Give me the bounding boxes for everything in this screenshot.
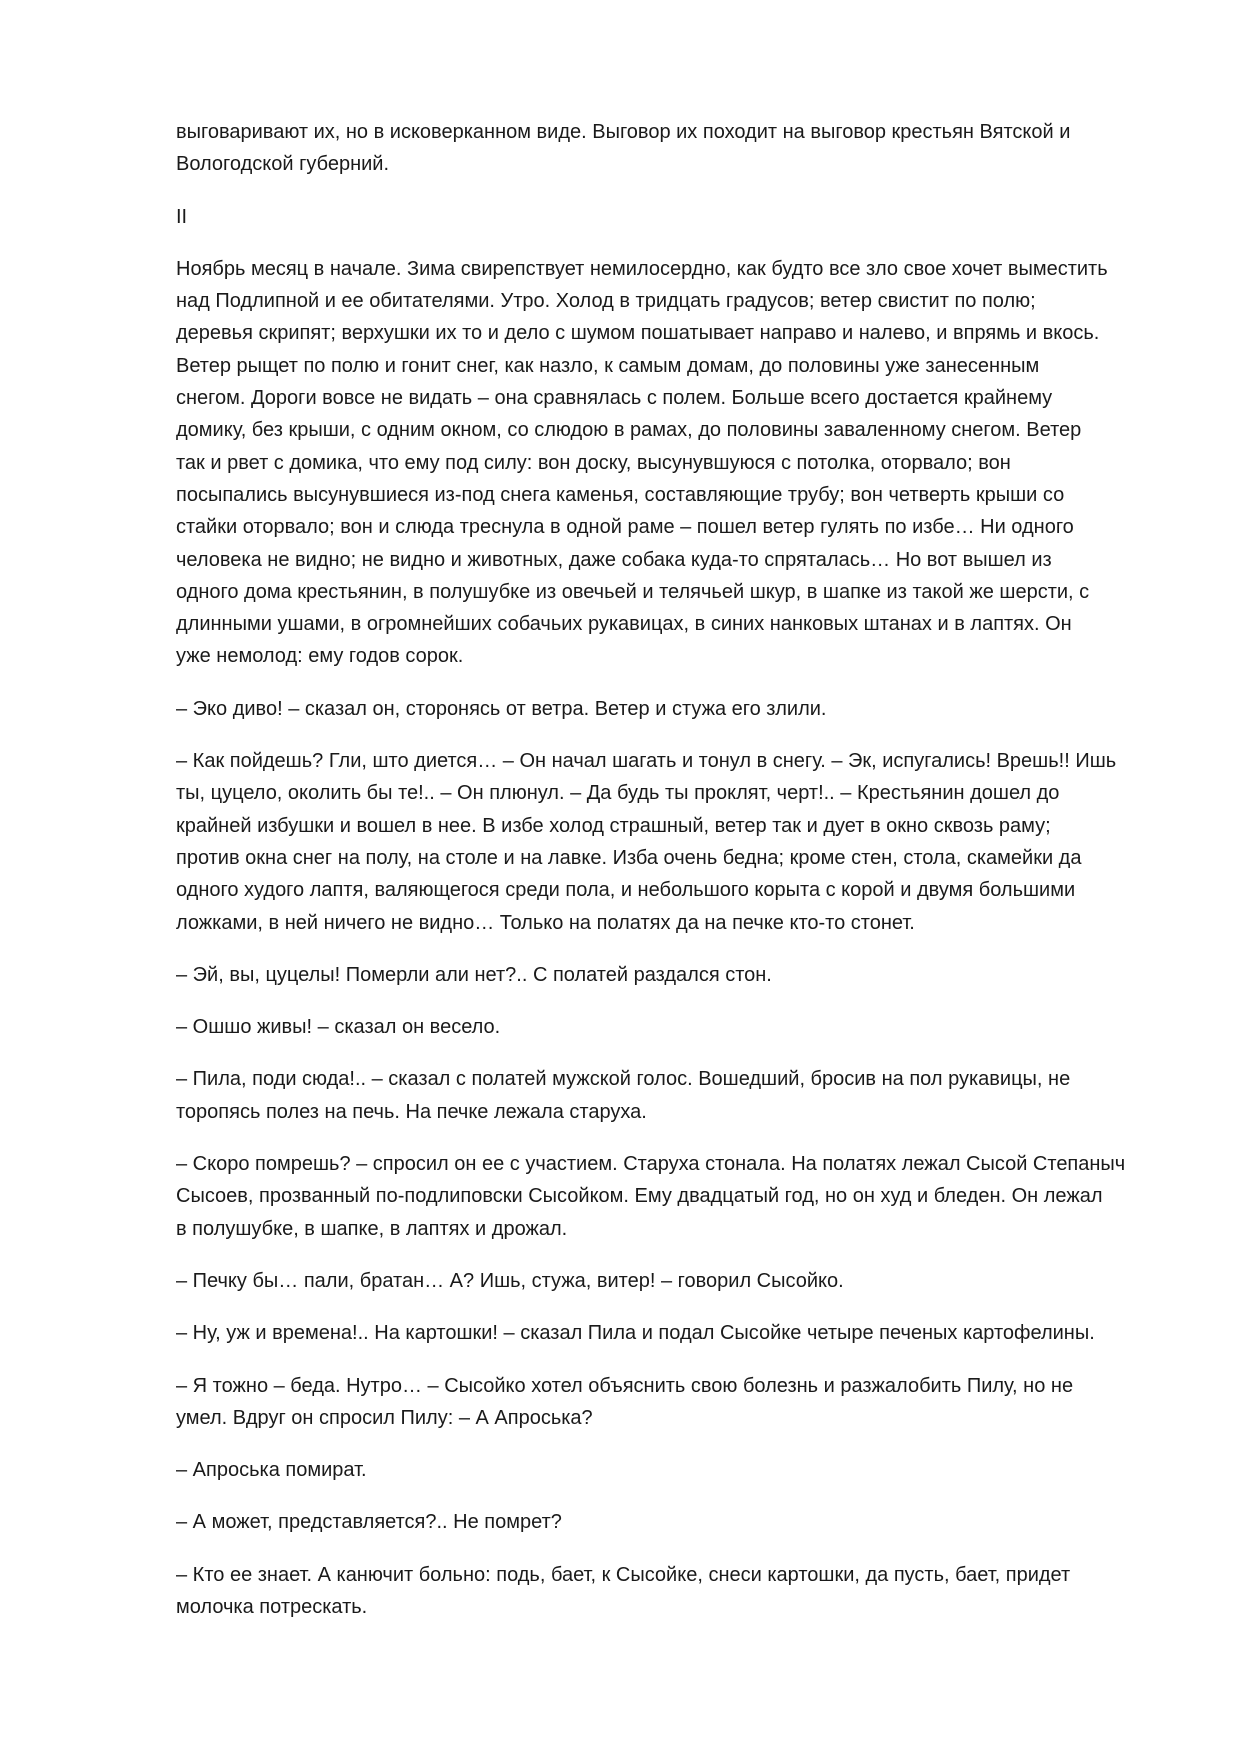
paragraph: – Апроська помират. — [176, 1459, 367, 1482]
paragraph: – Скоро помрешь? – спросил он ее с участием. Старуха стонала. На полатях лежал Сысой Степаныч Сысоев, прозванный по-подлиповски Сысойком. Ему двадцатый год, но он худ и бледен. Он лежал в полушубке, в шапке, в лаптях и дрожал. — [176, 1153, 1126, 1240]
paragraph: – Я тожно – беда. Нутро… – Сысойко хотел объяснить свою болезнь и разжалобить Пилу, но не умел. Вдруг он спросил Пилу: – А Апроська? — [176, 1374, 1074, 1429]
paragraph: – Печку бы… пали, братан… А? Ишь, стужа, витер! – говорил Сысойко. — [176, 1269, 844, 1292]
chapter-heading: II — [176, 205, 188, 228]
paragraph: – Кто ее знает. А канючит больно: подь, бает, к Сысойке, снеси картошки, да пусть, бает, придет молочка потрескать. — [176, 1563, 1071, 1618]
paragraph: – Эко диво! – сказал он, сторонясь от ветра. Ветер и стужа его злили. — [176, 697, 827, 720]
paragraph: – Эй, вы, цуцелы! Померли али нет?.. С полатей раздался стон. — [176, 963, 772, 986]
paragraph: Ноябрь месяц в начале. Зима свирепствует немилосердно, как будто все зло свое хочет выместить над Подлипной и ее обитателями. Утро. Холод в тридцать градусов; ветер свистит по полю; деревья скрипят; верхушки их то и дело с шумом пошатывает направо и налево, и впрямь и вкось. Ветер рыщет по полю и гонит снег, как назло, к самым домам, до половины уже занесенным снегом. Дороги вовсе не видать – она сравнялась с полем. Больше всего достается крайнему домику, без крыши, с одним окном, со слюдою в рамах, до половины заваленному снегом. Ветер так и рвет с домика, что ему под силу: вон доску, высунувшуюся с потолка, оторвало; вон посыпались высунувшиеся из-под снега каменья, составляющие трубу; вон четверть крыши со стайки оторвало; вон и слюда треснула в одной раме – пошел ветер гулять по избе… Ни одного человека не видно; не видно и животных, даже собака куда-то спряталась… Но вот вышел из одного дома крестьянин, в полушубке из овечьей и телячьей шкур, в шапке из такой же шерсти, с длинными ушами, в огромнейших собачьих рукавицах, в синих нанковых штанах и в лаптях. Он уже немолод: ему годов сорок. — [176, 257, 1108, 668]
paragraph: – А может, представляется?.. Не помрет? — [176, 1511, 562, 1534]
paragraph: – Ошшо живы! – сказал он весело. — [176, 1016, 501, 1039]
paragraph: – Пила, поди сюда!.. – сказал с полатей мужской голос. Вошедший, бросив на пол рукавицы, не торопясь полез на печь. На печке лежала старуха. — [176, 1068, 1071, 1123]
paragraph: – Ну, уж и времена!.. На картошки! – сказал Пила и подал Сысойке четыре печеных картофелины. — [176, 1322, 1095, 1345]
document-page — [176, 116, 1156, 1643]
paragraph: выговаривают их, но в исковерканном виде. Выговор их походит на выговор крестьян Вятской и Вологодской губерний. — [176, 121, 1071, 176]
paragraph: – Как пойдешь? Гли, што диется… – Он начал шагать и тонул в снегу. – Эк, испугались! Врешь!! Ишь ты, цуцело, околить бы те!.. – Он плюнул. – Да будь ты проклят, черт!.. – Крестьянин дошел до крайней избушки и вошел в нее. В избе холод страшный, ветер так и дует в окно сквозь раму; против окна снег на полу, на столе и на лавке. Изба очень бедна; кроме стен, стола, скамейки да одного худого лаптя, валяющегося среди пола, и небольшого корыта с корой и двумя большими ложками, в ней ничего не видно… Только на полатях да на печке кто-то стонет. — [176, 750, 1117, 934]
